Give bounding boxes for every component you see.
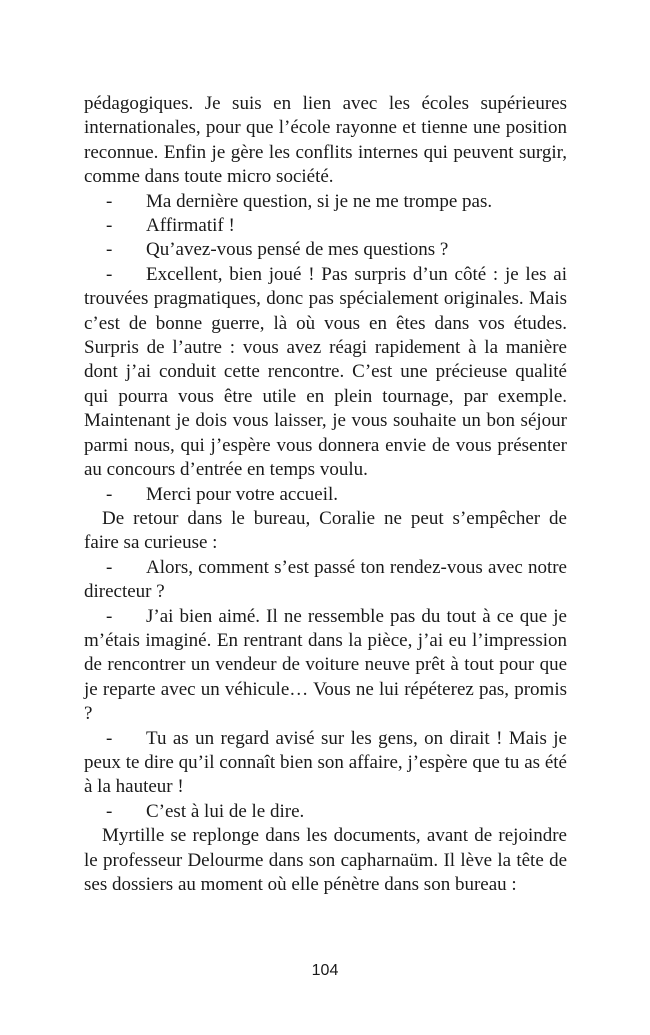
dialogue-dash: - [106,215,113,237]
dialogue-dash: - [106,605,113,627]
dialogue-text: Qu’avez-vous pensé de mes questions ? [146,239,449,261]
dialogue-line [84,727,567,800]
dialogue-dash: - [106,556,113,578]
dialogue-dash: - [106,263,113,285]
dialogue-dash: - [106,483,113,505]
paragraph-continuation: pédagogiques. Je suis en lien avec les écoles supérieures internationales, pour que l’école rayonne et tienne une position reconnue. Enfin je gère les conflits internes qui peuvent surgir, comme dans toute micro société. [84,93,567,188]
dialogue-line [84,238,567,262]
dialogue-line [84,190,567,214]
narrative-paragraph: De retour dans le bureau, Coralie ne peut s’empêcher de faire sa curieuse : [84,507,567,554]
dialogue-line [84,605,567,727]
dialogue-line [84,483,567,507]
dialogue-text: J’ai bien aimé. Il ne ressemble pas du tout à ce que je m’étais imaginé. En rentrant dans la pièce, j’ai eu l’impression de rencontrer un vendeur de voiture neuve prêt à tout pour que je reparte avec un véhicule… Vous ne lui répéterez pas, promis ? [84,605,567,725]
dialogue-text: Excellent, bien joué ! Pas surpris d’un côté : je les ai trouvées pragmatiques, donc pas spécialement originales. Mais c’est de bonne guerre, là où vous en êtes dans vos études. Surpris de l’autre : vous avez réagi rapidement à la manière dont j’ai conduit cette rencontre. C’est une précieuse qualité qui pourra vous être utile en plein tournage, par exemple. Maintenant je dois vous laisser, je vous souhaite un bon séjour parmi nous, qui j’espère vous donnera envie de vous présenter au concours d’entrée en temps voulu. [84,263,567,481]
dialogue-text: Ma dernière question, si je ne me trompe pas. [146,190,493,212]
dialogue-line [84,556,567,605]
dialogue-dash: - [106,190,113,212]
page-number: 104 [311,962,339,979]
dialogue-line [84,263,567,483]
dialogue-dash: - [106,239,113,261]
page-body [84,92,567,897]
dialogue-line [84,800,567,824]
narrative-paragraph: Myrtille se replonge dans les documents, avant de rejoindre le professeur Delourme dans son capharnaüm. Il lève la tête de ses dossiers au moment où elle pénètre dans son bureau : [84,825,567,895]
dialogue-dash: - [106,800,113,822]
dialogue-text: Affirmatif ! [146,215,235,237]
dialogue-text: Merci pour votre accueil. [146,483,339,505]
dialogue-text: Alors, comment s’est passé ton rendez-vous avec notre directeur ? [84,556,567,603]
dialogue-text: C’est à lui de le dire. [146,800,305,822]
dialogue-text: Tu as un regard avisé sur les gens, on dirait ! Mais je peux te dire qu’il connaît bien son affaire, j’espère que tu as été à la hauteur ! [84,727,567,798]
dialogue-dash: - [106,727,113,749]
dialogue-line [84,214,567,238]
